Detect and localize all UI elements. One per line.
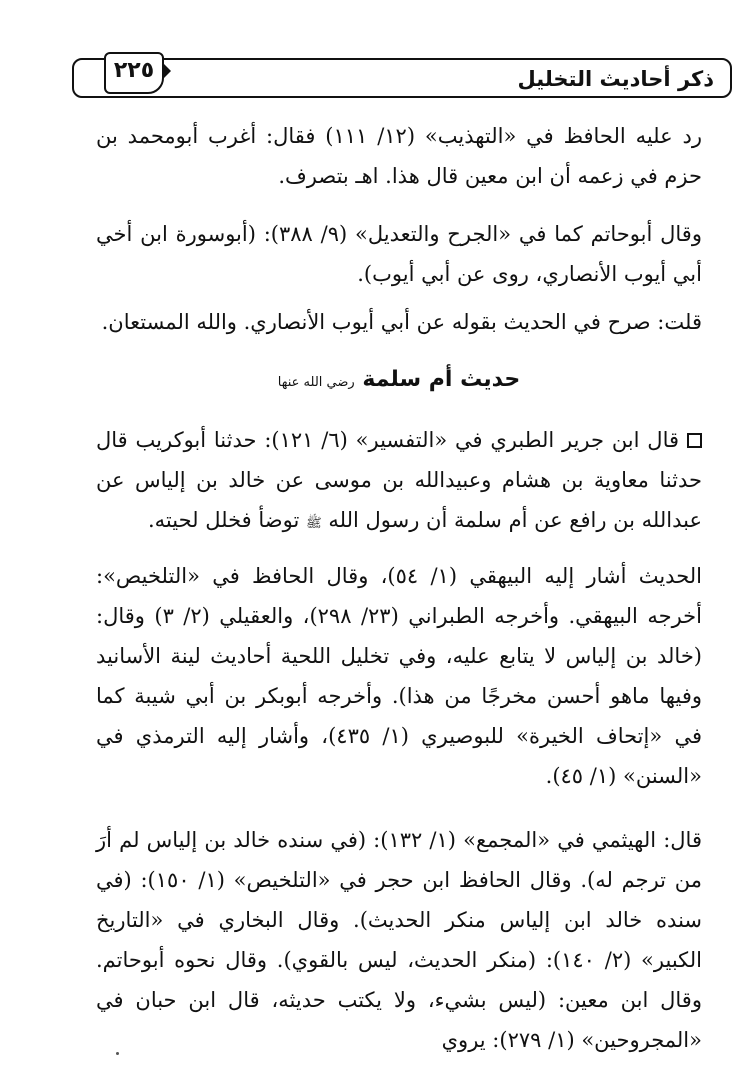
header-title: ذكر أحاديث التخليل xyxy=(517,67,714,91)
square-outline-icon xyxy=(687,433,702,448)
salawat-mark: ﷺ xyxy=(305,516,322,531)
paragraph-3: قلت: صرح في الحديث بقوله عن أبي أيوب الأنصاري. والله المستعان. xyxy=(101,310,702,334)
page-speck xyxy=(116,1052,119,1055)
paragraph-1: رد عليه الحافظ في «التهذيب» (١٢/ ١١١) فقال: أغرب أبومحمد بن حزم في زعمه أن ابن معين قال هذا. اهـ بتصرف. xyxy=(96,124,702,188)
hadith-text-end: توضأ فخلل لحيته. xyxy=(148,508,300,532)
paragraph-5: الحديث أشار إليه البيهقي (١/ ٥٤)، وقال الحافظ في «التلخيص»: أخرجه البيهقي. وأخرجه الطبراني (٢٣/ ٢٩٨)، والعقيلي (٢/ ٣) وقال: (خالد بن إلياس لا يتابع عليه، وفي تخليل اللحية أحاديث لينة الأسانيد وفيها ماهو أحسن مخرجًا من هذا). وأخرجه أبوبكر بن أبي شيبة كما في «إتحاف الخيرة» للبوصيري (١/ ٤٣٥)، وأشار إليه الترمذي في «السنن» (١/ ٤٥). xyxy=(96,564,702,788)
honorific-mark: رضي الله عنها xyxy=(277,375,355,390)
hadith-text-start: قال ابن جرير الطبري في «التفسير» (٦/ ١٢١): حدثنا أبوكريب قال حدثنا معاوية بن هشام وعبيدالله بن موسى عن خالد بن إلياس عن عبدالله بن رافع عن أم سلمة أن رسول الله xyxy=(96,428,702,532)
page-number: ٢٢٥ xyxy=(113,58,155,83)
page-number-tab xyxy=(104,52,164,94)
section-heading xyxy=(96,362,702,401)
section-heading-text: حديث أم سلمة xyxy=(362,367,521,392)
paragraph-6: قال: الهيثمي في «المجمع» (١/ ١٣٢): (في سنده خالد بن إلياس لم أرَ من ترجم له). وقال الحافظ ابن حجر في «التلخيص» (١/ ١٥٠): (في سنده خالد ابن إلياس منكر الحديث). وقال البخاري في «التاريخ الكبير» (٢/ ١٤٠): (منكر الحديث، ليس بالقوي). وقال نحوه أبوحاتم. وقال ابن معين: (ليس بشيء، ولا يكتب حديثه، قال ابن حبان في «المجروحين» (١/ ٢٧٩): يروي xyxy=(96,828,702,1052)
paragraph-2: وقال أبوحاتم كما في «الجرح والتعديل» (٩/ ٣٨٨): (أبوسورة ابن أخي أبي أيوب الأنصاري، روى عن أبي أيوب). xyxy=(96,222,702,286)
hadith-paragraph xyxy=(96,420,702,544)
running-header xyxy=(72,58,732,98)
